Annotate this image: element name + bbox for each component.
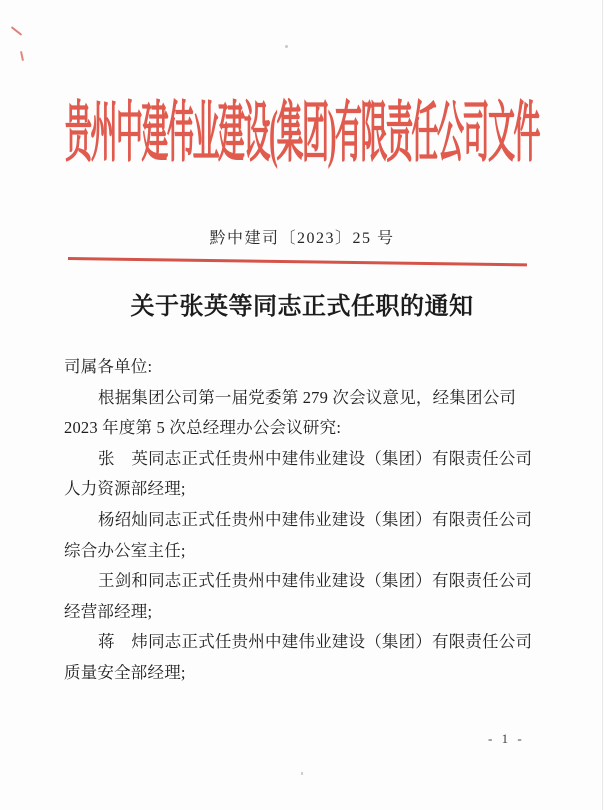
org-title: 贵州中建伟业建设(集团)有限责任公司文件 — [65, 96, 539, 170]
body-line: 经营部经理; — [64, 601, 153, 621]
body-line: 人力资源部经理; — [64, 479, 186, 499]
org-title-banner — [0, 96, 604, 170]
doc-number: 黔中建司〔2023〕25 号 — [209, 230, 395, 247]
red-corner-mark — [20, 51, 24, 61]
scan-speck — [301, 772, 303, 775]
scan-speck — [285, 45, 288, 48]
body-line: 2023 年度第 5 次总经理办公会议研究: — [64, 418, 342, 438]
body-line: 司属各单位: — [64, 357, 153, 376]
body-line: 质量安全部经理; — [64, 662, 186, 682]
red-divider-rule — [68, 257, 527, 266]
page-number: - 1 - — [488, 731, 525, 746]
body-line: 张 英同志正式任贵州中建伟业建设（集团）有限责任公司 — [98, 448, 533, 468]
body-line: 综合办公室主任; — [64, 540, 186, 560]
body-line: 杨绍灿同志正式任贵州中建伟业建设（集团）有限责任公司 — [98, 509, 533, 529]
red-corner-mark — [11, 26, 22, 36]
document-body — [64, 352, 544, 689]
body-line: 王剑和同志正式任贵州中建伟业建设（集团）有限责任公司 — [98, 571, 533, 591]
doc-title: 关于张英等同志正式任职的通知 — [130, 294, 474, 320]
body-line: 根据集团公司第一届党委第 279 次会议意见，经集团公司 — [98, 387, 517, 407]
body-line: 蒋 炜同志正式任贵州中建伟业建设（集团）有限责任公司 — [98, 632, 533, 652]
